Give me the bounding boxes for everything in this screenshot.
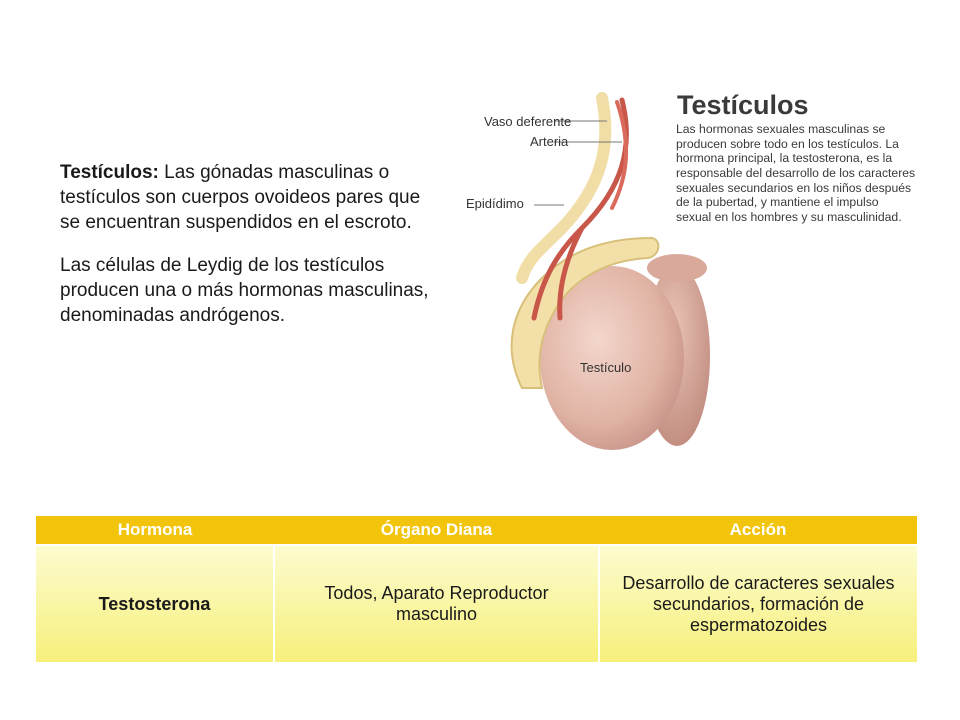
cell-target: Todos, Aparato Reproductor masculino bbox=[274, 545, 599, 662]
cell-hormone: Testosterona bbox=[36, 545, 274, 662]
table-header-row bbox=[36, 516, 917, 545]
cell-action: Desarrollo de caracteres sexuales secundarios, formación de espermatozoides bbox=[599, 545, 917, 662]
header-accion: Acción bbox=[599, 516, 917, 545]
testis-illustration bbox=[462, 88, 922, 458]
header-organo-diana: Órgano Diana bbox=[274, 516, 599, 545]
description-text bbox=[60, 160, 445, 346]
label-testiculo: Testículo bbox=[580, 360, 632, 375]
header-hormona: Hormona bbox=[36, 516, 274, 545]
term-testiculos: Testículos: bbox=[60, 162, 159, 183]
figure-caption: Las hormonas sexuales masculinas se producen sobre todo en los testículos. La hormona principal, la testosterona, es la responsable del desarrollo de los caracteres sexuales secundarios en los niños después de la pubertad, y mantiene el impulso sexual en los hombres y su masculinidad. bbox=[676, 122, 916, 224]
table-row bbox=[36, 545, 917, 662]
label-epididimo: Epidídimo bbox=[466, 196, 524, 211]
paragraph-testiculos-body: Las gónadas masculinas o testículos son cuerpos ovoideos pares que se encuentran suspendidos en el escroto. bbox=[60, 162, 421, 234]
paragraph-testiculos bbox=[60, 160, 445, 235]
label-vaso-deferente: Vaso deferente bbox=[484, 114, 572, 129]
figure-title: Testículos bbox=[677, 90, 809, 120]
paragraph-leydig: Las células de Leydig de los testículos producen una o más hormonas masculinas, denominadas andrógenos. bbox=[60, 255, 429, 327]
label-arteria: Arteria bbox=[530, 134, 569, 149]
back-testis-top bbox=[647, 254, 707, 282]
hormone-table bbox=[36, 516, 917, 662]
